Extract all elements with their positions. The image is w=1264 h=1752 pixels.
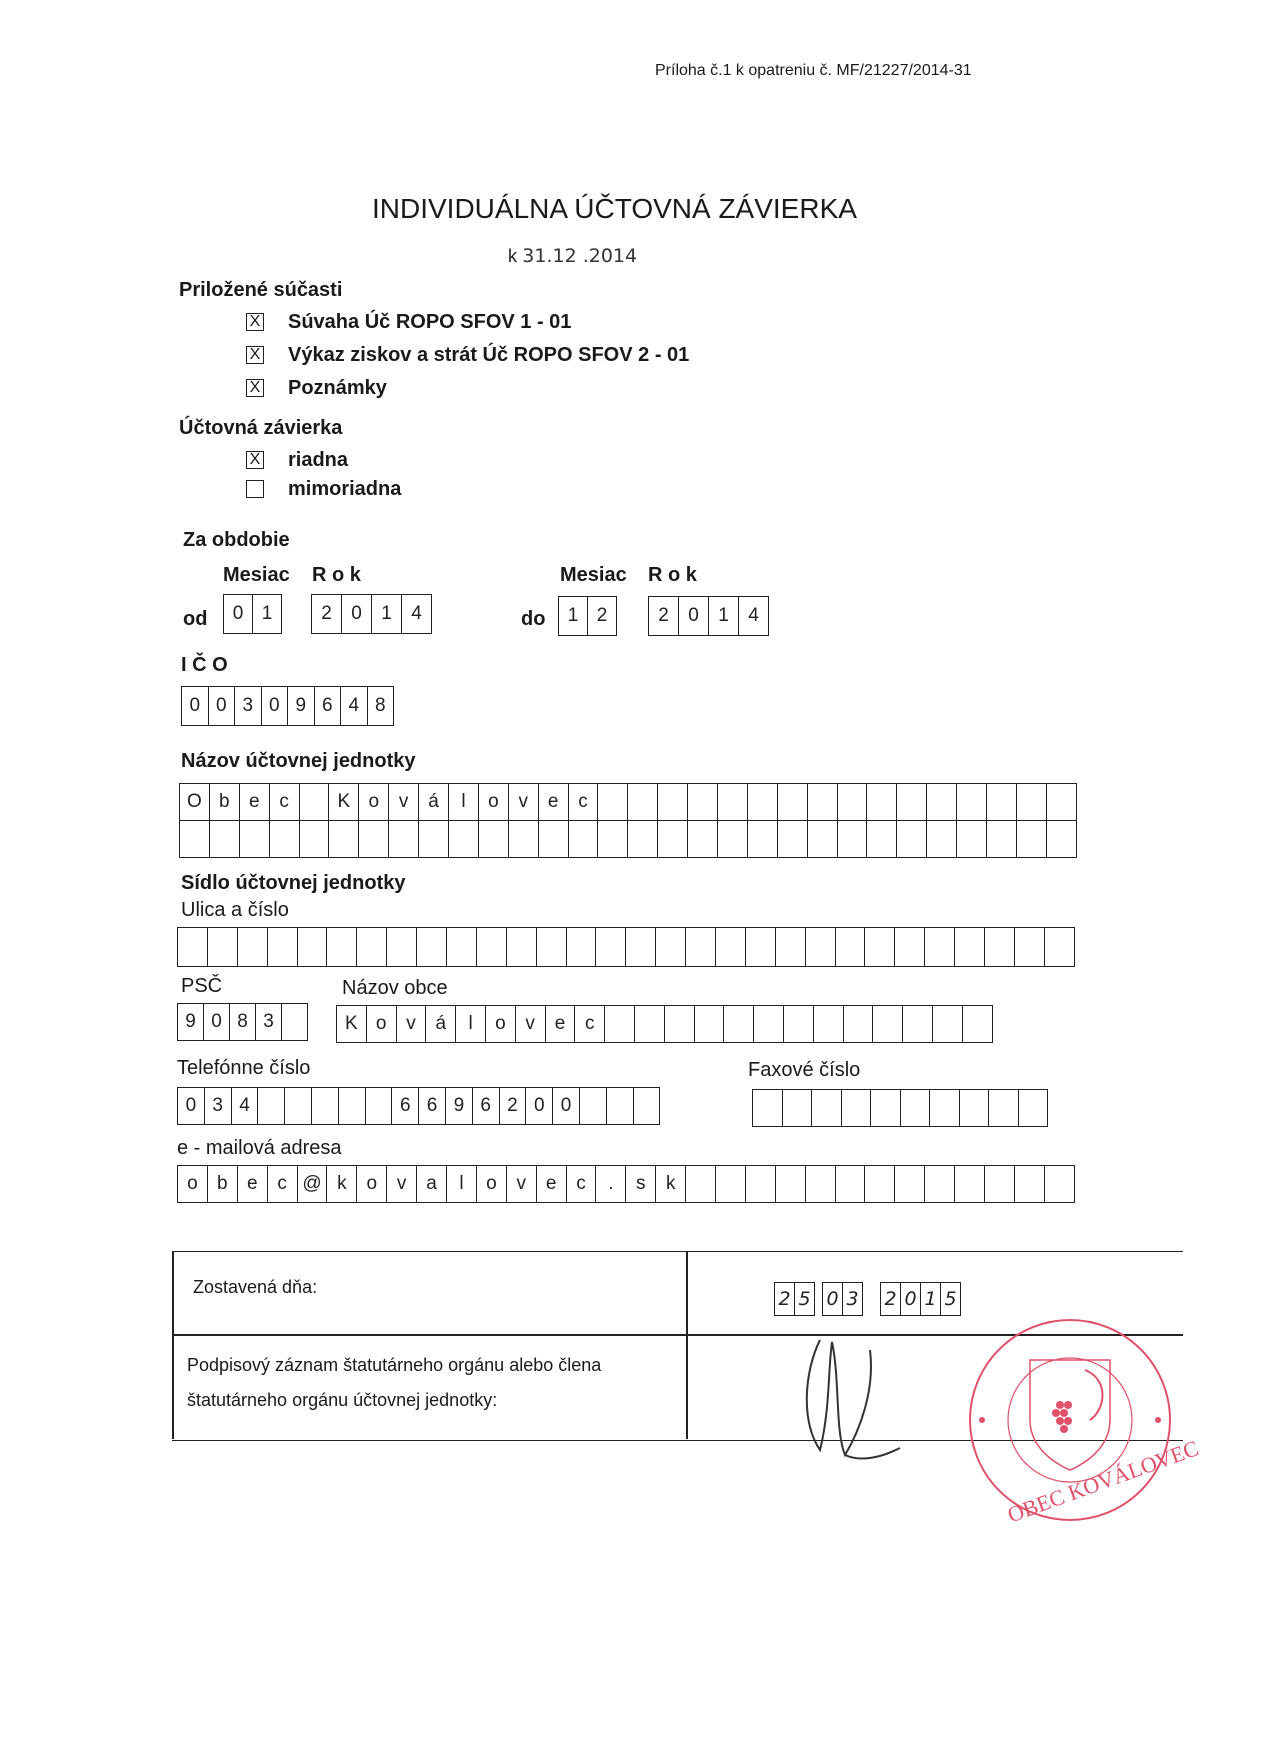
email-cell: @ [298, 1166, 328, 1202]
street-cell [1015, 928, 1045, 966]
phone-cell: 6 [392, 1088, 419, 1124]
unit-name-row2-cell [808, 821, 838, 857]
town-cell [635, 1006, 665, 1042]
fax-field[interactable] [752, 1089, 1048, 1127]
from-year-cell: 0 [342, 595, 372, 633]
attached-item-3: Poznámky [288, 377, 387, 399]
unit-name-row2-cell [300, 821, 330, 857]
compiled-day-cell: 2 [775, 1283, 795, 1315]
fax-cell [901, 1090, 931, 1126]
attached-heading: Priložené súčasti [179, 279, 343, 301]
street-cell [357, 928, 387, 966]
unit-name-row1-cell: K [329, 784, 359, 820]
street-cell [626, 928, 656, 966]
unit-name-row2-cell [210, 821, 240, 857]
email-cell [895, 1166, 925, 1202]
unit-name-row1-cell: v [389, 784, 419, 820]
to-month-field[interactable] [558, 596, 617, 636]
as-of-k: k [508, 246, 517, 266]
phone-field[interactable] [177, 1087, 660, 1125]
phone-cell: 6 [419, 1088, 446, 1124]
to-year-field[interactable] [648, 596, 769, 636]
compiled-label: Zostavená dňa: [193, 1277, 318, 1297]
email-cell: v [507, 1166, 537, 1202]
unit-name-row2-cell [419, 821, 449, 857]
statement-heading: Účtovná závierka [179, 417, 343, 439]
town-cell: v [516, 1006, 546, 1042]
ico-cell: 0 [182, 687, 209, 725]
email-cell [776, 1166, 806, 1202]
phone-cell: 0 [526, 1088, 553, 1124]
street-cell [327, 928, 357, 966]
compiled-year-cell: 1 [921, 1283, 941, 1315]
ico-cell: 0 [262, 687, 289, 725]
fax-cell [930, 1090, 960, 1126]
to-year-cell: 2 [649, 597, 679, 635]
phone-cell [285, 1088, 312, 1124]
fax-cell [783, 1090, 813, 1126]
street-cell [596, 928, 626, 966]
from-month-label: Mesiac [223, 564, 290, 586]
unit-name-row2-cell [778, 821, 808, 857]
email-cell: k [656, 1166, 686, 1202]
unit-name-row1-cell [927, 784, 957, 820]
email-cell [806, 1166, 836, 1202]
signature-label-line1: Podpisový záznam štatutárneho orgánu alebo člena [187, 1355, 602, 1375]
email-cell: c [567, 1166, 597, 1202]
email-cell: e [537, 1166, 567, 1202]
street-cell [447, 928, 477, 966]
town-cell [903, 1006, 933, 1042]
phone-cell [366, 1088, 393, 1124]
email-cell [686, 1166, 716, 1202]
psc-cell: 8 [230, 1004, 256, 1040]
phone-cell [258, 1088, 285, 1124]
email-cell: a [417, 1166, 447, 1202]
street-cell [298, 928, 328, 966]
from-year-cell: 1 [372, 595, 402, 633]
to-year-cell: 0 [679, 597, 709, 635]
street-cell [268, 928, 298, 966]
unit-name-row1-cell [897, 784, 927, 820]
unit-name-row2-cell [479, 821, 509, 857]
statement-checkbox-extraordinary[interactable] [246, 480, 264, 498]
street-field[interactable] [177, 927, 1075, 967]
attached-item-2: Výkaz ziskov a strát Úč ROPO SFOV 2 - 01 [288, 344, 690, 366]
attached-checkbox-3[interactable]: X [246, 379, 264, 397]
email-cell: . [596, 1166, 626, 1202]
unit-name-row2-cell [270, 821, 300, 857]
stamp-text: OBEC KOVÁLOVEC [1004, 1435, 1202, 1528]
from-year-field[interactable] [311, 594, 432, 634]
town-cell [784, 1006, 814, 1042]
email-cell [716, 1166, 746, 1202]
town-label: Názov obce [342, 977, 448, 999]
unit-name-row1-cell [987, 784, 1017, 820]
compiled-month-field[interactable] [822, 1282, 863, 1316]
unit-name-row2-cell [1047, 821, 1077, 857]
unit-name-row2-cell [509, 821, 539, 857]
unit-name-row1-cell: e [539, 784, 569, 820]
handwritten-signature [800, 1330, 910, 1460]
street-cell [925, 928, 955, 966]
phone-cell [580, 1088, 607, 1124]
phone-cell: 4 [232, 1088, 259, 1124]
compiled-year-cell: 0 [901, 1283, 921, 1315]
compiled-day-cell: 5 [795, 1283, 815, 1315]
unit-name-row2-cell [1017, 821, 1047, 857]
unit-name-row2-cell [658, 821, 688, 857]
email-cell: b [208, 1166, 238, 1202]
email-cell [955, 1166, 985, 1202]
town-cell [844, 1006, 874, 1042]
unit-name-row1-cell [1047, 784, 1077, 820]
town-cell: o [486, 1006, 516, 1042]
ico-cell: 3 [235, 687, 262, 725]
unit-name-row2-cell [449, 821, 479, 857]
town-cell [933, 1006, 963, 1042]
email-cell [865, 1166, 895, 1202]
psc-cell: 0 [204, 1004, 230, 1040]
as-of-date-line [508, 245, 637, 268]
phone-cell [339, 1088, 366, 1124]
phone-cell: 0 [553, 1088, 580, 1124]
street-cell [836, 928, 866, 966]
from-label: od [183, 608, 208, 630]
unit-name-row1-cell [957, 784, 987, 820]
fax-cell [989, 1090, 1019, 1126]
unit-name-row1-cell [867, 784, 897, 820]
psc-label: PSČ [181, 975, 223, 997]
unit-name-row1-cell: e [240, 784, 270, 820]
phone-cell: 2 [500, 1088, 527, 1124]
to-month-cell: 1 [559, 597, 588, 635]
town-cell [665, 1006, 695, 1042]
street-cell [507, 928, 537, 966]
ico-field[interactable] [181, 686, 394, 726]
email-cell: o [357, 1166, 387, 1202]
compiled-year-field[interactable] [880, 1282, 961, 1316]
town-cell: á [426, 1006, 456, 1042]
street-cell [1045, 928, 1075, 966]
town-cell: c [575, 1006, 605, 1042]
street-cell [985, 928, 1015, 966]
unit-name-row2-cell [329, 821, 359, 857]
to-year-cell: 4 [739, 597, 769, 635]
fax-label: Faxové číslo [748, 1059, 861, 1081]
town-cell: o [367, 1006, 397, 1042]
compiled-month-cell: 3 [843, 1283, 863, 1315]
unit-name-label: Názov účtovnej jednotky [181, 750, 416, 772]
unit-name-row1-cell [598, 784, 628, 820]
unit-name-row1-cell [688, 784, 718, 820]
town-cell: l [456, 1006, 486, 1042]
unit-name-row2-cell [718, 821, 748, 857]
email-cell [925, 1166, 955, 1202]
fax-cell [812, 1090, 842, 1126]
email-cell: l [447, 1166, 477, 1202]
email-cell: e [238, 1166, 268, 1202]
email-cell: o [477, 1166, 507, 1202]
psc-cell: 3 [256, 1004, 282, 1040]
street-cell [567, 928, 597, 966]
phone-cell [634, 1088, 661, 1124]
phone-cell [607, 1088, 634, 1124]
compiled-day-field[interactable] [774, 1282, 815, 1316]
unit-name-row1-cell [748, 784, 778, 820]
signature-table-leftline [172, 1252, 174, 1439]
unit-name-row2-cell [927, 821, 957, 857]
street-cell [895, 928, 925, 966]
street-cell [477, 928, 507, 966]
unit-name-row1-cell: á [419, 784, 449, 820]
page-title: INDIVIDUÁLNA ÚČTOVNÁ ZÁVIERKA [372, 193, 857, 224]
town-cell [814, 1006, 844, 1042]
town-field[interactable] [336, 1005, 993, 1043]
unit-name-row2-cell [598, 821, 628, 857]
street-cell [955, 928, 985, 966]
unit-name-row2-cell [688, 821, 718, 857]
unit-name-row2-cell [389, 821, 419, 857]
ico-cell: 8 [368, 687, 395, 725]
town-cell [754, 1006, 784, 1042]
ico-cell: 0 [209, 687, 236, 725]
from-year-cell: 4 [402, 595, 432, 633]
email-cell: o [178, 1166, 208, 1202]
to-year-cell: 1 [709, 597, 739, 635]
email-cell: s [626, 1166, 656, 1202]
ico-cell: 9 [288, 687, 315, 725]
municipal-stamp [960, 1310, 1202, 1530]
unit-name-row2-cell [867, 821, 897, 857]
unit-name-row1-cell: o [479, 784, 509, 820]
phone-cell: 6 [473, 1088, 500, 1124]
attached-checkbox-2[interactable]: X [246, 346, 264, 364]
street-cell [238, 928, 268, 966]
fax-cell [960, 1090, 990, 1126]
email-cell [1015, 1166, 1045, 1202]
period-heading: Za obdobie [183, 529, 290, 551]
psc-cell: 9 [178, 1004, 204, 1040]
annex-reference: Príloha č.1 k opatreniu č. MF/21227/2014-31 [655, 62, 972, 79]
ico-cell: 4 [341, 687, 368, 725]
fax-cell [753, 1090, 783, 1126]
to-year-label: R o k [648, 564, 697, 586]
town-cell: v [397, 1006, 427, 1042]
unit-name-row2-cell [897, 821, 927, 857]
unit-name-row2-cell [539, 821, 569, 857]
from-month-cell: 0 [224, 595, 253, 633]
phone-cell [312, 1088, 339, 1124]
phone-cell: 3 [205, 1088, 232, 1124]
unit-name-row1-cell [300, 784, 330, 820]
phone-cell: 0 [178, 1088, 205, 1124]
street-cell [686, 928, 716, 966]
town-cell [873, 1006, 903, 1042]
town-cell [724, 1006, 754, 1042]
phone-label: Telefónne číslo [177, 1057, 311, 1079]
ico-label: I Č O [181, 654, 228, 676]
email-label: e - mailová adresa [177, 1137, 342, 1159]
unit-name-row1-cell [838, 784, 868, 820]
from-year-cell: 2 [312, 595, 342, 633]
fax-cell [1019, 1090, 1049, 1126]
unit-name-row1-cell: c [569, 784, 599, 820]
statement-checkbox-regular[interactable]: X [246, 451, 264, 469]
email-cell [836, 1166, 866, 1202]
compiled-year-cell: 2 [881, 1283, 901, 1315]
unit-name-row2-cell [240, 821, 270, 857]
unit-name-row1-cell [808, 784, 838, 820]
unit-name-row1-cell [778, 784, 808, 820]
from-month-cell: 1 [253, 595, 282, 633]
street-cell [716, 928, 746, 966]
unit-name-row1-cell: l [449, 784, 479, 820]
attached-item-1: Súvaha Úč ROPO SFOV 1 - 01 [288, 311, 572, 333]
street-cell [208, 928, 238, 966]
unit-name-row2-cell [569, 821, 599, 857]
email-cell [1045, 1166, 1075, 1202]
as-of-date: 31.12 .2014 [522, 245, 638, 267]
unit-name-row1-cell: v [509, 784, 539, 820]
unit-name-row1-cell: c [270, 784, 300, 820]
signature-label-line2: štatutárneho orgánu účtovnej jednotky: [187, 1390, 498, 1410]
psc-cell [282, 1004, 308, 1040]
compiled-month-cell: 0 [823, 1283, 843, 1315]
unit-name-row2-cell [748, 821, 778, 857]
unit-name-field-row2[interactable] [179, 820, 1077, 858]
signature-table-vline [686, 1252, 688, 1439]
compiled-year-cell: 5 [941, 1283, 961, 1315]
from-year-label: R o k [312, 564, 361, 586]
town-cell: e [546, 1006, 576, 1042]
email-cell: v [387, 1166, 417, 1202]
email-cell [985, 1166, 1015, 1202]
email-cell: c [268, 1166, 298, 1202]
email-cell [746, 1166, 776, 1202]
seat-label: Sídlo účtovnej jednotky [181, 872, 406, 894]
psc-field[interactable] [177, 1003, 308, 1041]
street-cell [746, 928, 776, 966]
unit-name-row2-cell [838, 821, 868, 857]
unit-name-field-row1[interactable] [179, 783, 1077, 821]
street-cell [387, 928, 417, 966]
unit-name-row1-cell: O [180, 784, 210, 820]
to-label: do [521, 608, 546, 630]
town-cell [605, 1006, 635, 1042]
street-label: Ulica a číslo [181, 899, 289, 921]
street-cell [537, 928, 567, 966]
street-cell [178, 928, 208, 966]
statement-type-extraordinary: mimoriadna [288, 478, 402, 500]
unit-name-row1-cell [1017, 784, 1047, 820]
fax-cell [842, 1090, 872, 1126]
unit-name-row1-cell [628, 784, 658, 820]
unit-name-row1-cell [718, 784, 748, 820]
street-cell [865, 928, 895, 966]
town-cell: K [337, 1006, 367, 1042]
phone-cell: 9 [446, 1088, 473, 1124]
street-cell [776, 928, 806, 966]
street-cell [656, 928, 686, 966]
unit-name-row2-cell [180, 821, 210, 857]
to-month-cell: 2 [588, 597, 617, 635]
street-cell [417, 928, 447, 966]
unit-name-row1-cell: o [359, 784, 389, 820]
to-month-label: Mesiac [560, 564, 627, 586]
unit-name-row2-cell [628, 821, 658, 857]
email-field[interactable] [177, 1165, 1075, 1203]
from-month-field[interactable] [223, 594, 282, 634]
unit-name-row2-cell [987, 821, 1017, 857]
fax-cell [871, 1090, 901, 1126]
unit-name-row2-cell [957, 821, 987, 857]
town-cell [695, 1006, 725, 1042]
unit-name-row2-cell [359, 821, 389, 857]
ico-cell: 6 [315, 687, 342, 725]
unit-name-row1-cell: b [210, 784, 240, 820]
street-cell [806, 928, 836, 966]
attached-checkbox-1[interactable]: X [246, 313, 264, 331]
statement-type-regular: riadna [288, 449, 349, 471]
town-cell [963, 1006, 993, 1042]
unit-name-row1-cell [658, 784, 688, 820]
email-cell: k [327, 1166, 357, 1202]
